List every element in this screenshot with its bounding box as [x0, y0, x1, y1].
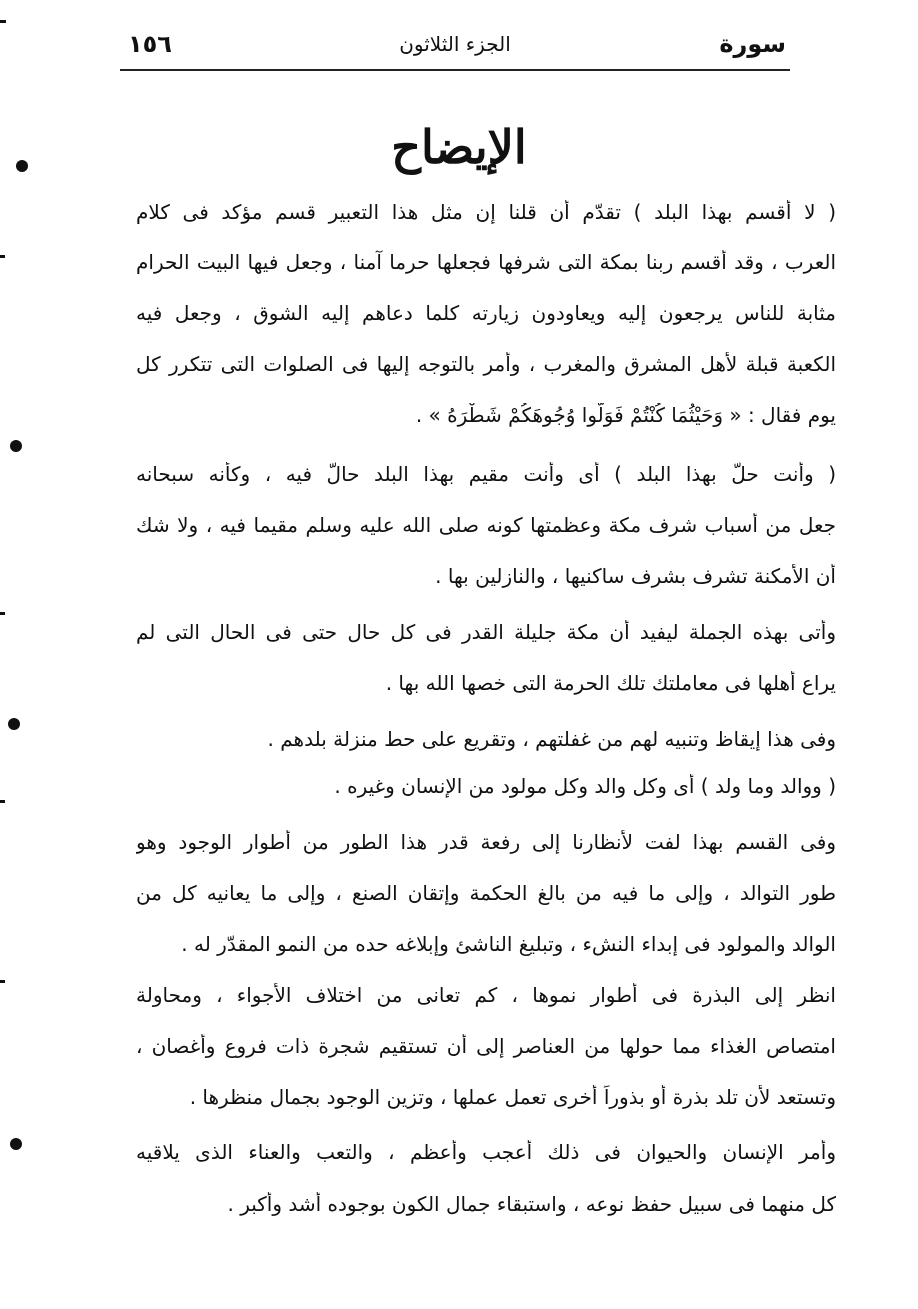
text-line: ( لا أقسم بهذا البلد ) تقدّم أن قلنا إن مثل هذا التعبير قسم مؤكد فى كلام [136, 200, 836, 224]
ink-blot [10, 1138, 22, 1150]
part-title: الجزء الثلاثون [399, 32, 511, 56]
text-line: امتصاص الغذاء مما حولها من العناصر إلى أن تستقيم شجرة ذات فروع وأغصان ، [136, 1034, 836, 1058]
text-line: جعل من أسباب شرف مكة وعظمتها كونه صلى الله عليه وسلم مقيما فيه ، ولا شك [136, 513, 836, 537]
text-line: ( ووالد وما ولد ) أى وكل والد وكل مولود من الإنسان وغيره . [334, 774, 836, 798]
text-line: أن الأمكنة تشرف بشرف ساكنيها ، والنازلين بها . [435, 564, 836, 588]
text-line: وأمر الإنسان والحيوان فى ذلك أعجب وأعظم ، والتعب والعناء الذى يلاقيه [136, 1140, 836, 1164]
text-line: وفى هذا إيقاظ وتنبيه لهم من غفلتهم ، وتقريع على حط منزلة بلدهم . [267, 727, 836, 751]
text-line: كل منهما فى سبيل حفظ نوعه ، واستبقاء جمال الكون بوجوده أشد وأكبر . [227, 1192, 836, 1216]
section-heading: الإيضاح [391, 120, 527, 174]
text-line: يراع أهلها فى معاملتك تلك الحرمة التى خصها الله بها . [385, 671, 836, 695]
text-line: انظر إلى البذرة فى أطوار نموها ، كم تعانى من اختلاف الأجواء ، ومحاولة [136, 983, 836, 1007]
text-line: الوالد والمولود فى إبداء النشء ، وتبليغ الناشئ وإبلاغه حده من النمو المقدّر له . [181, 932, 836, 956]
text-line: يوم فقال : « وَحَيْثُمَا كُنْتُمْ فَوَلُّوا وُجُوهَكُمْ شَطْرَهُ » . [415, 403, 836, 427]
ink-blot [16, 160, 28, 172]
scan-mark [0, 800, 5, 803]
scan-mark [0, 980, 5, 983]
text-line: العرب ، وقد أقسم ربنا بمكة التى شرفها فجعلها حرما آمنا ، وجعل فيها البيت الحرام [136, 250, 836, 274]
text-line: الكعبة قبلة لأهل المشرق والمغرب ، وأمر بالتوجه إليها فى الصلوات التى تتكرر كل [136, 352, 836, 376]
header-rule [120, 69, 790, 71]
surah-label: سورة [719, 30, 786, 58]
scan-mark [0, 612, 5, 615]
ink-blot [10, 440, 22, 452]
scan-mark [0, 255, 5, 258]
scan-mark [0, 20, 6, 23]
ink-blot [8, 718, 20, 730]
text-line: ( وأنت حلّ بهذا البلد ) أى وأنت مقيم بهذا البلد حالّ فيه ، وكأنه سبحانه [136, 462, 836, 486]
text-line: وتستعد لأن تلد بذرة أو بذوراً أخرى تعمل عملها ، وتزين الوجود بجمال منظرها . [189, 1085, 836, 1109]
text-line: وفى القسم بهذا لفت لأنظارنا إلى رفعة قدر هذا الطور من أطوار الوجود وهو [136, 830, 836, 854]
page-number: ١٥٦ [128, 30, 172, 58]
text-line: وأتى بهذه الجملة ليفيد أن مكة جليلة القدر فى كل حال حتى فى الحال التى لم [136, 620, 836, 644]
text-line: مثابة للناس يرجعون إليه ويعاودون زيارته كلما دعاهم إليه الشوق ، وجعل فيه [136, 301, 836, 325]
running-header [120, 22, 790, 68]
text-line: طور التوالد ، وإلى ما فيه من بالغ الحكمة وإتقان الصنع ، وإلى ما يعانيه كل من [136, 881, 836, 905]
